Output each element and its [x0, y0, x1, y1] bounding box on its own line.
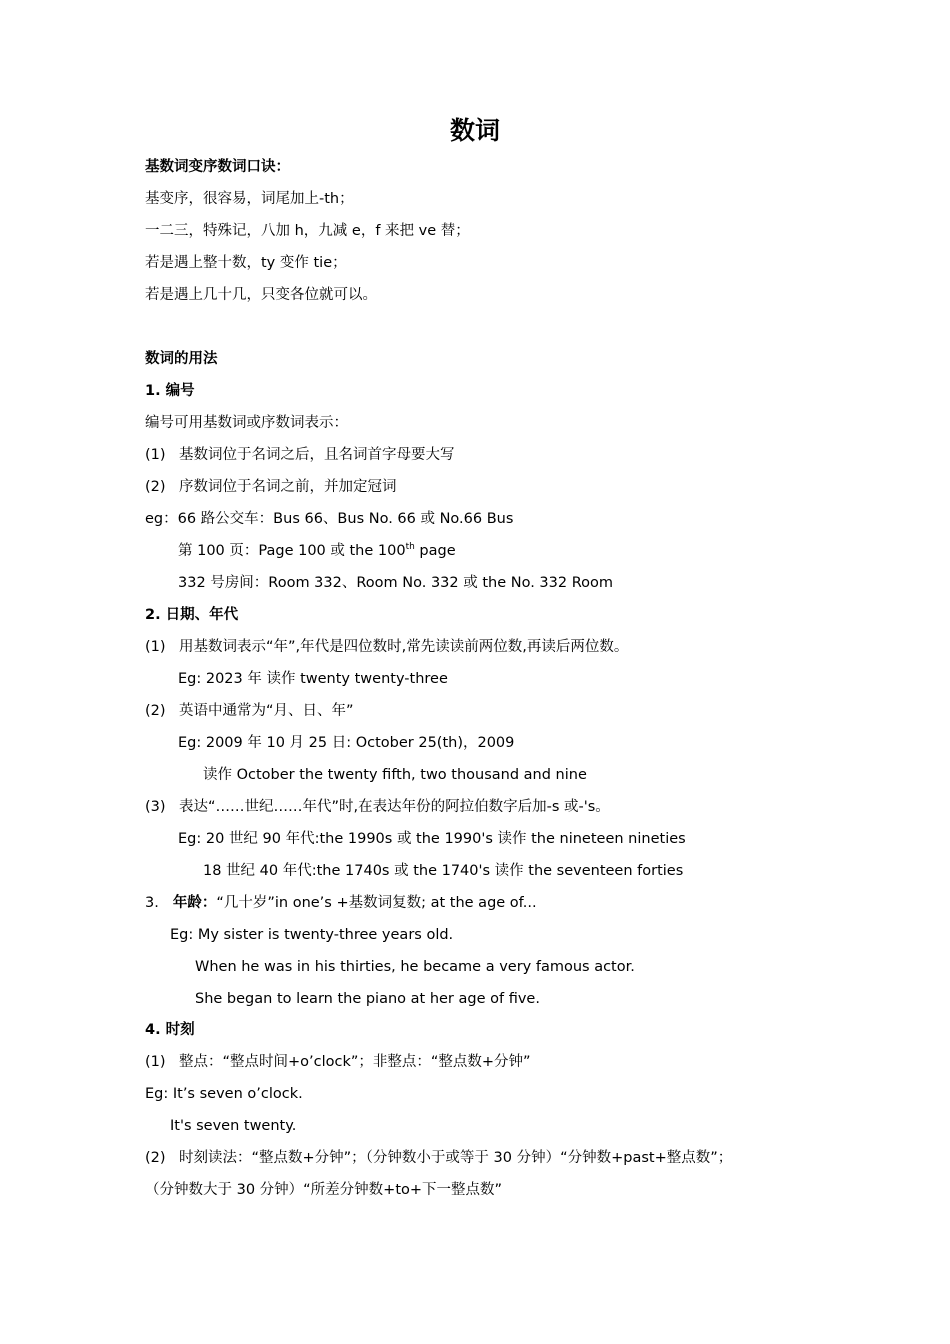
- section-2-heading: 2. 日期、年代: [145, 607, 239, 623]
- usage-heading: 数词的用法: [145, 351, 218, 367]
- list-text: 基数词位于名词之后，且名词首字母要大写: [179, 447, 455, 463]
- example-line: She began to learn the piano at her age of five.: [195, 991, 540, 1007]
- superscript: th: [405, 542, 415, 553]
- list-number: (1): [145, 1054, 166, 1070]
- list-number: (1): [145, 639, 166, 655]
- list-text: 表达“……世纪……年代”时,在表达年份的阿拉伯数字后加-s 或-'s。: [179, 799, 610, 815]
- list-number: (1): [145, 447, 166, 463]
- example-line: eg：66 路公交车：Bus 66、Bus No. 66 或 No.66 Bus: [145, 511, 514, 527]
- example-line: Eg: It’s seven o’clock.: [145, 1086, 303, 1102]
- section-3-heading: [145, 893, 537, 913]
- example-line: 读作 October the twenty fifth, two thousand and nine: [203, 767, 587, 783]
- list-number: (3): [145, 799, 166, 815]
- list-item: [145, 637, 628, 657]
- example-line: When he was in his thirties, he became a very famous actor.: [195, 959, 635, 975]
- rhyme-heading: 基数词变序数词口诀：: [145, 159, 290, 175]
- list-item: [145, 477, 397, 497]
- list-item: [145, 797, 610, 817]
- example-text: 第 100 页：Page 100 或 the 100: [178, 543, 406, 559]
- rhyme-line: 若是遇上整十数，ty 变作 tie；: [145, 255, 347, 271]
- example-line: 332 号房间：Room 332、Room No. 332 或 the No. 332 Room: [178, 575, 613, 591]
- list-item: [145, 1052, 531, 1072]
- list-text: 英语中通常为“月、日、年”: [179, 703, 354, 719]
- example-text: page: [414, 543, 456, 559]
- example-line: Eg: 20 世纪 90 年代:the 1990s 或 the 1990's 读作 the nineteen nineties: [178, 831, 686, 847]
- list-text: 序数词位于名词之前，并加定冠词: [179, 479, 397, 495]
- list-item: [145, 701, 354, 721]
- example-line: 18 世纪 40 年代:the 1740s 或 the 1740's 读作 the seventeen forties: [203, 863, 684, 879]
- list-number: (2): [145, 1150, 166, 1166]
- list-number: (2): [145, 703, 166, 719]
- section-number: 3.: [145, 895, 159, 911]
- list-text: 用基数词表示“年”,年代是四位数时,常先读读前两位数,再读后两位数。: [179, 639, 629, 655]
- section-4-heading: 4. 时刻: [145, 1022, 195, 1038]
- section-text: “几十岁”in one’s +基数词复数; at the age of...: [216, 895, 537, 911]
- rhyme-line: 一二三，特殊记，八加 h，九减 e，f 来把 ve 替；: [145, 223, 470, 239]
- example-line: Eg: My sister is twenty-three years old.: [170, 927, 454, 943]
- list-item: [145, 1148, 732, 1168]
- example-line: Eg: 2009 年 10 月 25 日: October 25(th)，2009: [178, 735, 515, 751]
- rhyme-line: 若是遇上几十几，只变各位就可以。: [145, 287, 377, 303]
- rhyme-line: 基变序，很容易，词尾加上-th；: [145, 191, 354, 207]
- list-text: 时刻读法：“整点数+分钟”；（分钟数小于或等于 30 分钟）“分钟数+past+整点数”；: [179, 1150, 733, 1166]
- list-text-continued: （分钟数大于 30 分钟）“所差分钟数+to+下一整点数”: [145, 1182, 503, 1198]
- section-label: 年龄：: [172, 895, 217, 911]
- list-item: [145, 445, 455, 465]
- page-title: 数词: [449, 116, 500, 145]
- list-number: (2): [145, 479, 166, 495]
- example-line: [178, 541, 456, 561]
- list-text: 整点：“整点时间+o’clock”；非整点：“整点数+分钟”: [179, 1054, 531, 1070]
- example-line: Eg: 2023 年 读作 twenty twenty-three: [178, 671, 448, 687]
- section-1-heading: 1. 编号: [145, 383, 195, 399]
- section-1-intro: 编号可用基数词或序数词表示：: [145, 415, 348, 431]
- example-line: It's seven twenty.: [170, 1118, 297, 1134]
